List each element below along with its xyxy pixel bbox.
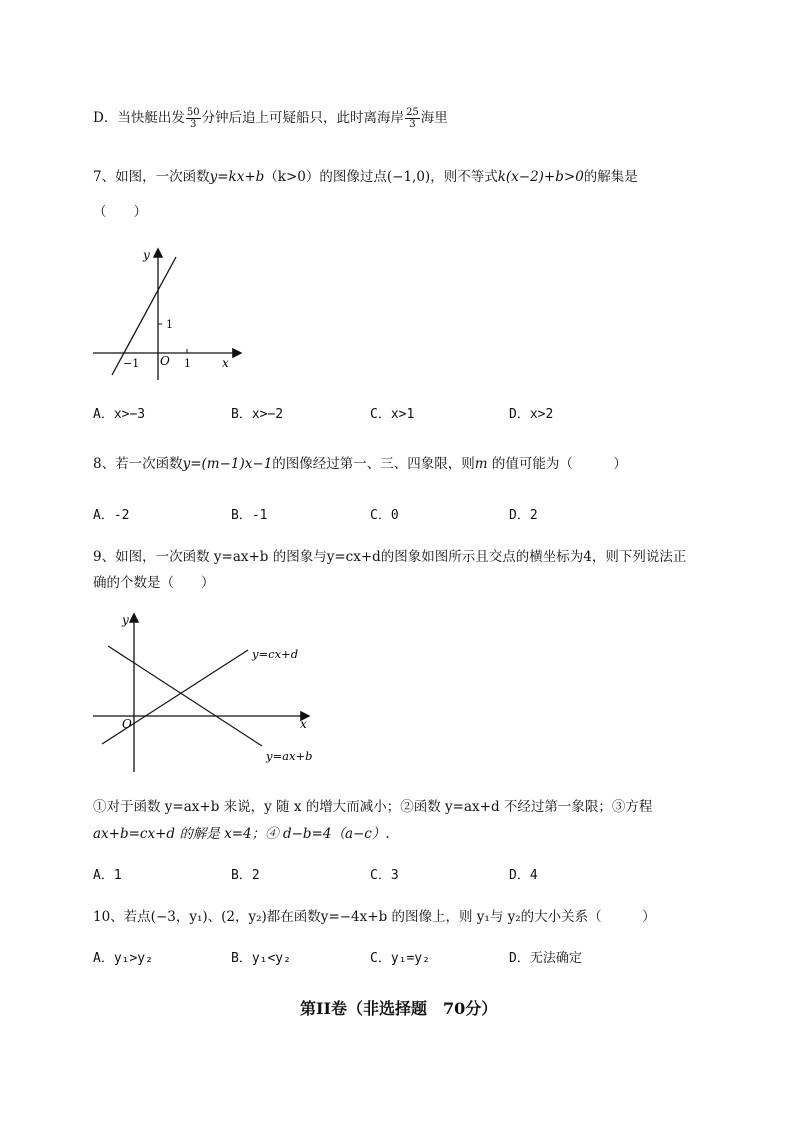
q8-option-c: C．0 (370, 508, 399, 523)
q7-y-label: y (143, 248, 150, 262)
q9-statements-line2: ax+b=cx+d 的解是 x=4；④ d−b=4（a−c）. (93, 826, 390, 842)
q7-tick-xpos-label: 1 (184, 357, 191, 370)
q9-x-label: x (300, 717, 307, 731)
q9-label-ax-b: y=ax+b (266, 749, 313, 763)
q7-x-label: x (222, 356, 229, 370)
q9-option-d: D．4 (509, 868, 538, 883)
fraction-50-3: $\frac{50}{3}$ (186, 107, 200, 130)
q7-option-d: D．x>2 (509, 407, 554, 422)
q8-option-d: D．2 (509, 508, 538, 523)
q9-option-c: C．3 (370, 868, 399, 883)
q10-option-b: B．y₁<y₂ (231, 951, 291, 966)
q10-option-a: A．y₁>y₂ (93, 951, 153, 966)
fraction-25-3: $\frac{25}{3}$ (406, 107, 419, 130)
q10-option-d: D．无法确定 (509, 951, 582, 966)
q9-option-b: B．2 (231, 868, 260, 883)
q7-option-b: B．x>−2 (231, 407, 284, 422)
q6-option-d: D．当快艇出发 $\frac{50}{3}$ 分钟后追上可疑船只，此时离海岸 $\frac{25}{3}$ 海里 (93, 107, 448, 130)
q7-answer-paren: （ ） (93, 204, 147, 220)
q9-label-cx-d: y=cx+d (252, 647, 299, 661)
q7-stem: 7、如图，一次函数y=kx+b（k>0）的图像过点(−1,0)，则不等式k(x−2)+b>0的解集是 (93, 169, 638, 185)
q8-option-a: A．-2 (93, 508, 130, 523)
q7-option-c: C．x>1 (370, 407, 415, 422)
q8-option-b: B．-1 (231, 508, 268, 523)
q7-tick-y-label: 1 (166, 318, 173, 331)
q9-stem-line2: 确的个数是（ ） (93, 575, 215, 591)
q9-stem-line1: 9、如图，一次函数 y=ax+b 的图象与y=cx+d的图象如图所示且交点的横坐标为4，则下列说法正 (93, 549, 687, 565)
q9-origin-label: O (122, 717, 132, 731)
q10-option-c: C．y₁=y₂ (370, 951, 430, 966)
q10-stem: 10、若点(−3，y₁)、(2，y₂)都在函数y=−4x+b 的图像上，则 y₁与 y₂的大小关系（ ） (93, 909, 656, 925)
q9-graph (90, 610, 320, 780)
q9-option-a: A．1 (93, 868, 122, 883)
q7-option-a: A．x>−3 (93, 407, 146, 422)
q9-y-label: y (122, 613, 129, 627)
q7-origin-label: O (160, 354, 170, 368)
q7-tick-xneg-label: −1 (123, 357, 140, 370)
section-title: 第II卷（非选择题 70分） (300, 999, 498, 1018)
q9-line-ax-b (108, 646, 262, 746)
q7-graph (90, 245, 250, 385)
q8-stem: 8、若一次函数y=(m−1)x−1的图像经过第一、三、四象限，则m 的值可能为（ ） (93, 456, 627, 472)
q9-statements-line1: ①对于函数 y=ax+b 来说，y 随 x 的增大而减小；②函数 y=ax+d 不经过第一象限；③方程 (93, 799, 653, 815)
